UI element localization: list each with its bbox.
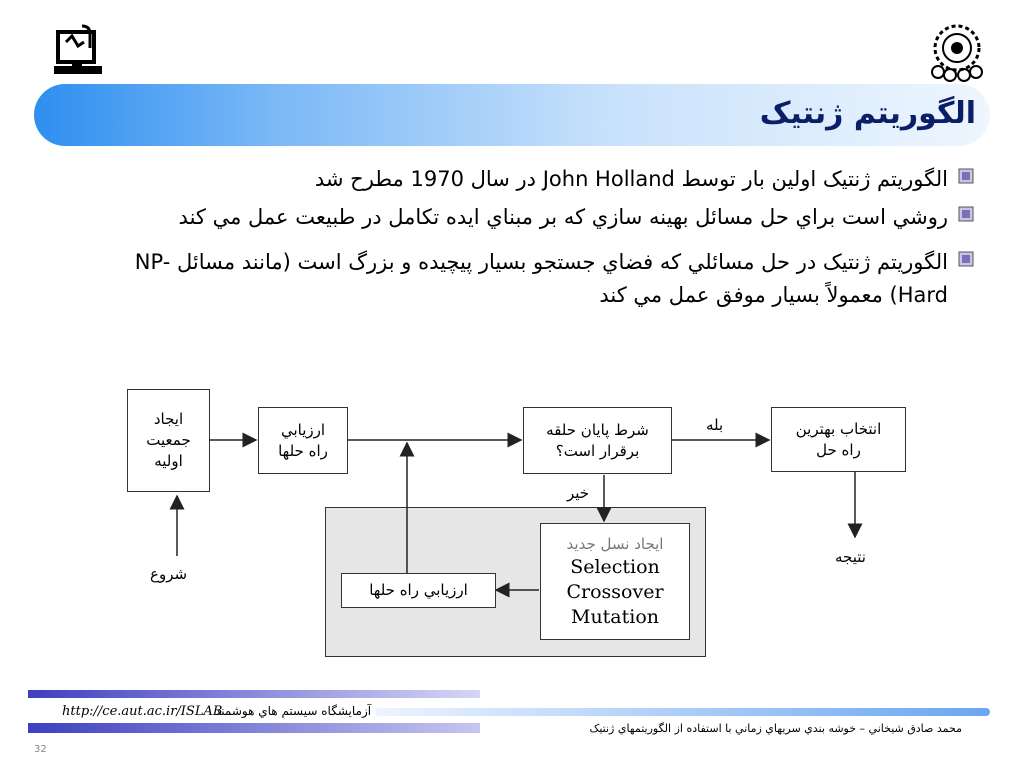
footer-url-link[interactable]: http://ce.aut.ac.ir/ISLAB <box>62 704 223 719</box>
termination-check-box <box>523 407 672 474</box>
init-population-label: ايجاد جمعيت اوليه <box>146 410 191 470</box>
evaluate-solutions-box <box>258 407 348 474</box>
evaluate-solutions-label: ارزيابي راه حلها <box>278 420 328 460</box>
selection-step: Selection <box>570 556 660 578</box>
init-population-box <box>127 389 210 492</box>
result-label: نتيجه <box>835 548 866 566</box>
no-label: خير <box>567 484 590 502</box>
yes-label: بله <box>706 416 724 434</box>
bullet-text: الگوريتم ژنتيک اولين بار توسط John Holland در سال 1970 مطرح شد <box>314 167 948 191</box>
termination-check-label: شرط پايان حلقه برقرار است؟ <box>546 420 649 460</box>
select-best-box <box>771 407 906 472</box>
evaluate-solutions-2-label: ارزيابي راه حلها <box>369 581 468 599</box>
footer-bar-right <box>375 708 990 716</box>
footer-author-line: محمد صادق شيخاني – خوشه بندي سريهاي زماني با استفاده از الگوريتمهاي ژنتيک <box>589 722 962 735</box>
bullet-text: روشي است براي حل مسائل بهينه سازي که بر مبناي ايده تکامل در طبيعت عمل مي کند <box>178 205 948 229</box>
page-number: 32 <box>34 744 47 755</box>
new-generation-box <box>540 523 690 640</box>
footer-bar-top-left <box>28 690 480 698</box>
slide-title: الگوريتم ژنتيک <box>759 96 976 131</box>
select-best-label: انتخاب بهترين راه حل <box>795 419 882 459</box>
crossover-step: Crossover <box>566 581 664 603</box>
new-generation-heading: ايجاد نسل جديد <box>566 535 664 553</box>
bullet-text: الگوريتم ژنتيک در حل مسائلي که فضاي جستجو بسيار پيچيده و بزرگ است (مانند مسائل NP-Hard) معمولاً بسيار موفق عمل مي کند <box>134 250 948 307</box>
footer-bar-bottom-left <box>28 723 480 733</box>
start-label: شروع <box>150 565 188 583</box>
mutation-step: Mutation <box>570 606 660 628</box>
footer-lab-name: آزمايشگاه سيستم هاي هوشمند <box>215 704 372 718</box>
evaluate-solutions-2-box <box>341 573 496 608</box>
